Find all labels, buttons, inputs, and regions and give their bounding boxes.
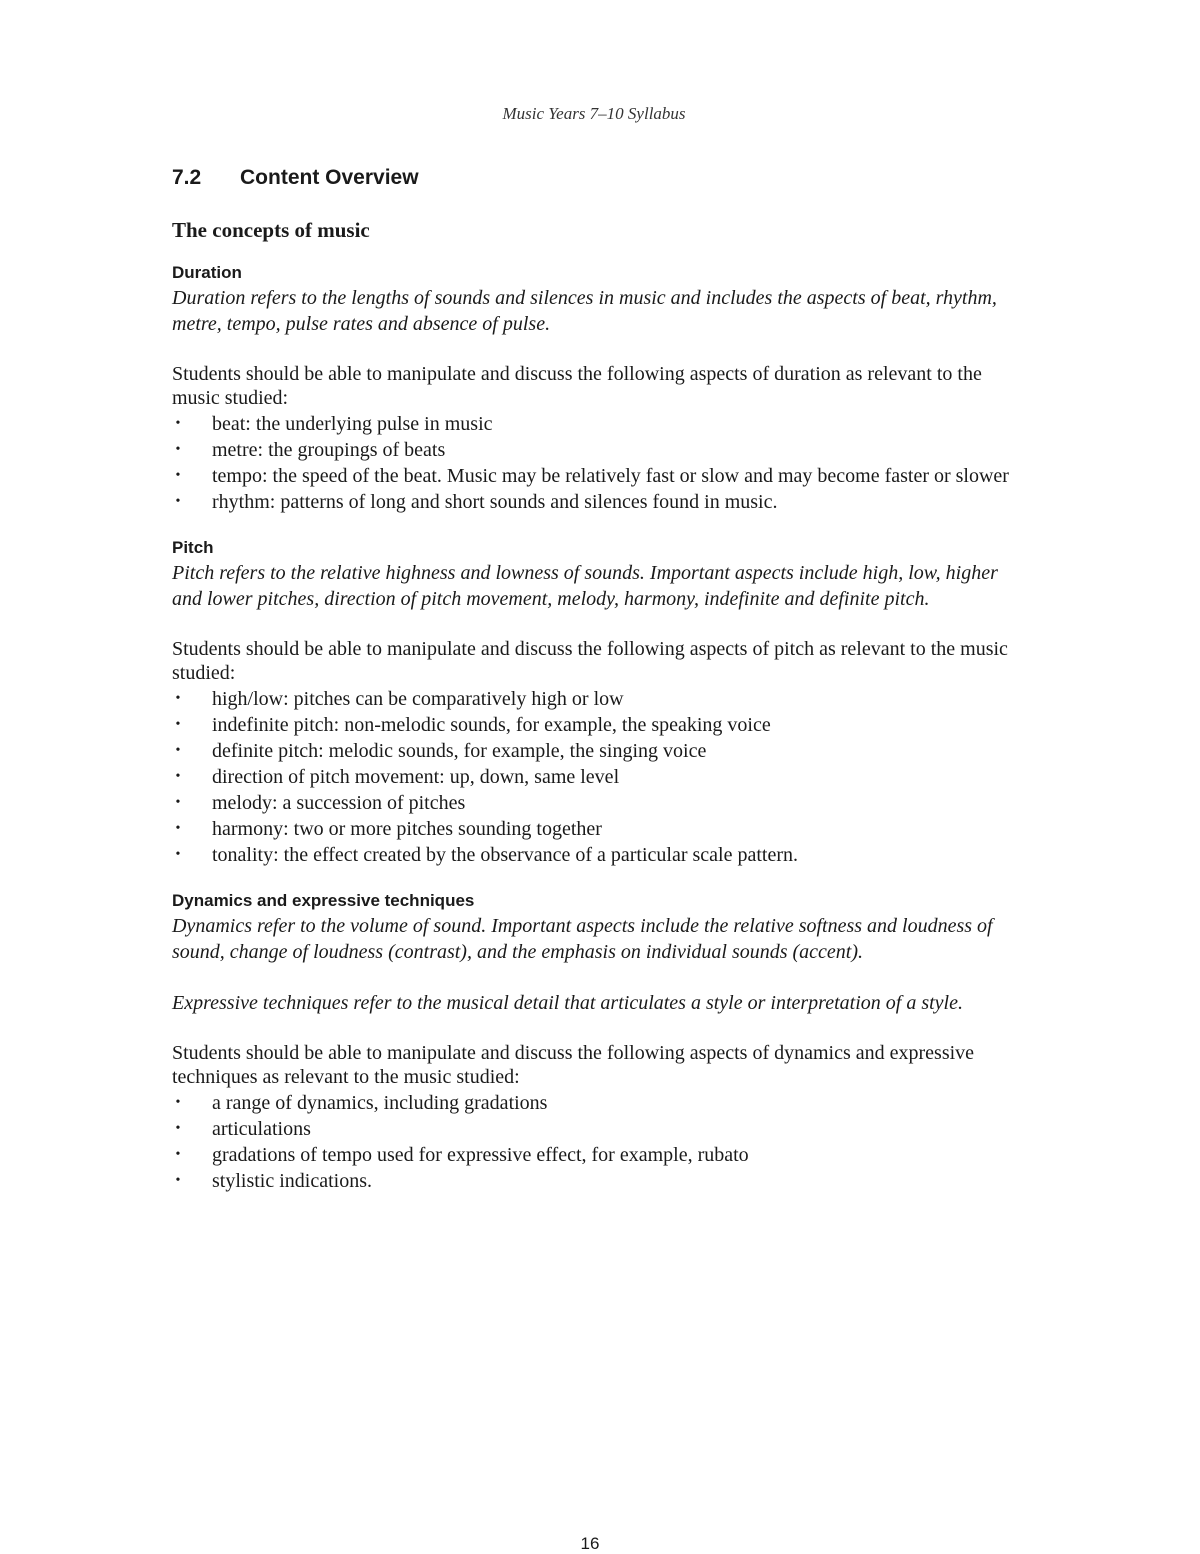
bullet-icon: •: [175, 847, 181, 862]
pitch-section: [172, 538, 1022, 867]
list-item: • indefinite pitch: non-melodic sounds, for example, the speaking voice: [172, 713, 1022, 737]
list-item: • tempo: the speed of the beat. Music may be relatively fast or slow and may become faster or slower: [172, 464, 1022, 488]
duration-section: [172, 263, 1022, 514]
duration-list: [172, 412, 1022, 514]
bullet-icon: •: [175, 1095, 181, 1110]
list-item: • high/low: pitches can be comparatively high or low: [172, 687, 1022, 711]
dynamics-list: [172, 1091, 1022, 1193]
pitch-list: [172, 687, 1022, 867]
concepts-subtitle: The concepts of music: [172, 218, 370, 242]
list-item: • gradations of tempo used for expressive effect, for example, rubato: [172, 1143, 1022, 1167]
section-title: Content Overview: [240, 166, 419, 189]
list-item: • beat: the underlying pulse in music: [172, 412, 1022, 436]
page-content: [172, 166, 1022, 1217]
duration-intro: Students should be able to manipulate and discuss the following aspects of duration as relevant to the music studied:: [172, 363, 982, 409]
list-item: • definite pitch: melodic sounds, for example, the singing voice: [172, 739, 1022, 763]
dynamics-intro: Students should be able to manipulate and discuss the following aspects of dynamics and expressive techniques as relevant to the music studied:: [172, 1042, 975, 1088]
bullet-icon: •: [175, 1121, 181, 1136]
bullet-icon: •: [175, 821, 181, 836]
list-item: • metre: the groupings of beats: [172, 438, 1022, 462]
bullet-icon: •: [175, 468, 181, 483]
dynamics-section: [172, 891, 1022, 1193]
expressive-definition: Expressive techniques refer to the musical detail that articulates a style or interpretation of a style.: [172, 992, 963, 1014]
pitch-intro: Students should be able to manipulate and discuss the following aspects of pitch as relevant to the music studied:: [172, 638, 1008, 684]
bullet-icon: •: [175, 769, 181, 784]
list-item: • harmony: two or more pitches sounding together: [172, 817, 1022, 841]
dynamics-definition: Dynamics refer to the volume of sound. Important aspects include the relative softness and loudness of sound, change of loudness (contrast), and the emphasis on individual sounds (accent).: [172, 915, 993, 963]
dynamics-title: Dynamics and expressive techniques: [172, 891, 475, 910]
list-item: • articulations: [172, 1117, 1022, 1141]
section-heading: [172, 166, 1022, 190]
bullet-icon: •: [175, 691, 181, 706]
duration-definition: Duration refers to the lengths of sounds and silences in music and includes the aspects of beat, rhythm, metre, tempo, pulse rates and absence of pulse.: [172, 287, 997, 335]
pitch-definition: Pitch refers to the relative highness and lowness of sounds. Important aspects include high, low, higher and lower pitches, direction of pitch movement, melody, harmony, indefinite and definite pitch.: [172, 562, 998, 610]
page-number: 16: [580, 1534, 600, 1553]
pitch-title: Pitch: [172, 538, 214, 557]
bullet-icon: •: [175, 1147, 181, 1162]
bullet-icon: •: [175, 1173, 181, 1188]
list-item: • stylistic indications.: [172, 1169, 1022, 1193]
list-item: • rhythm: patterns of long and short sounds and silences found in music.: [172, 490, 1022, 514]
bullet-icon: •: [175, 442, 181, 457]
list-item: • tonality: the effect created by the observance of a particular scale pattern.: [172, 843, 1022, 867]
section-number: 7.2: [172, 166, 202, 189]
bullet-icon: •: [175, 717, 181, 732]
list-item: • a range of dynamics, including gradations: [172, 1091, 1022, 1115]
bullet-icon: •: [175, 743, 181, 758]
bullet-icon: •: [175, 795, 181, 810]
duration-title: Duration: [172, 263, 242, 282]
bullet-icon: •: [175, 416, 181, 431]
list-item: • melody: a succession of pitches: [172, 791, 1022, 815]
running-header: Music Years 7–10 Syllabus: [502, 104, 686, 123]
list-item: • direction of pitch movement: up, down, same level: [172, 765, 1022, 789]
bullet-icon: •: [175, 494, 181, 509]
